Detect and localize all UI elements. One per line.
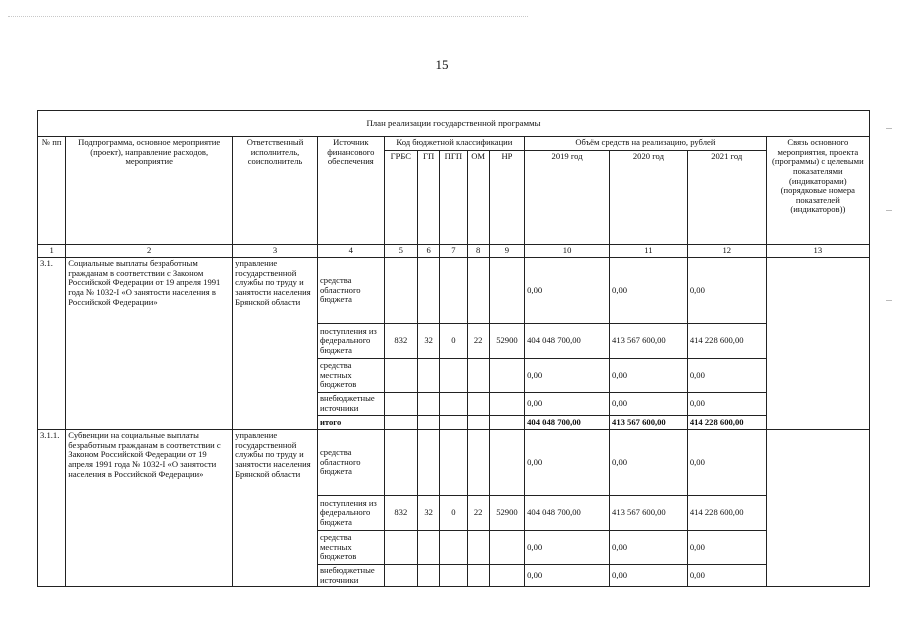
code-om xyxy=(467,393,489,416)
code-gp xyxy=(418,393,440,416)
column-number: 5 xyxy=(384,245,417,258)
responsible-executor: управление государственной службы по труду и занятости населения Брянской области xyxy=(233,258,318,430)
code-om xyxy=(467,565,489,587)
plan-table-container xyxy=(37,110,870,598)
page-number: 15 xyxy=(435,57,449,72)
code-gp xyxy=(418,531,440,565)
code-grbs xyxy=(384,359,417,393)
amount-2019: 404 048 700,00 xyxy=(525,416,610,430)
row-number: 3.1. xyxy=(38,258,66,430)
header-num: № пп xyxy=(38,137,66,245)
amount-2021: 0,00 xyxy=(687,258,766,324)
header-volume: Объём средств на реализацию, рублей xyxy=(525,137,767,151)
header-np: НР xyxy=(489,151,524,245)
header-pgp: ПГП xyxy=(440,151,467,245)
amount-2021: 414 228 600,00 xyxy=(687,496,766,531)
code-grbs xyxy=(384,531,417,565)
code-grbs xyxy=(384,416,417,430)
amount-2021: 0,00 xyxy=(687,531,766,565)
header-2021: 2021 год xyxy=(687,151,766,245)
header-2019: 2019 год xyxy=(525,151,610,245)
amount-2021: 0,00 xyxy=(687,393,766,416)
funding-source: внебюджетные источники xyxy=(317,565,384,587)
header-name: Подпрограмма, основное мероприятие (проект), направление расходов, мероприятие xyxy=(66,137,233,245)
funding-source: средства областного бюджета xyxy=(317,430,384,496)
responsible-executor: управление государственной службы по труду и занятости населения Брянской области xyxy=(233,430,318,587)
code-grbs: 832 xyxy=(384,496,417,531)
amount-2020: 413 567 600,00 xyxy=(610,496,688,531)
code-gp xyxy=(418,359,440,393)
code-gp xyxy=(418,430,440,496)
code-np xyxy=(489,393,524,416)
code-np xyxy=(489,359,524,393)
amount-2020: 0,00 xyxy=(610,359,688,393)
header-gp: ГП xyxy=(418,151,440,245)
amount-2021: 0,00 xyxy=(687,359,766,393)
amount-2019: 404 048 700,00 xyxy=(525,324,610,359)
margin-mark xyxy=(886,128,892,129)
amount-2020: 0,00 xyxy=(610,565,688,587)
measure-name: Социальные выплаты безработным гражданам в соответствии с Законом Российской Федерации от 19 апреля 1991 года № 1032-I «О занятости населения в Российской Федерации» xyxy=(66,258,233,430)
indicator-link xyxy=(766,430,869,587)
code-gp xyxy=(418,258,440,324)
plan-table xyxy=(37,110,870,587)
code-om xyxy=(467,430,489,496)
code-gp xyxy=(418,565,440,587)
margin-mark xyxy=(886,210,892,211)
code-grbs xyxy=(384,430,417,496)
amount-2019: 0,00 xyxy=(525,359,610,393)
code-np xyxy=(489,565,524,587)
header-link: Связь основного мероприятия, проекта (программы) с целевыми показателями (индикаторами) (порядковые номера показателей (индикаторов)) xyxy=(766,137,869,245)
code-pgp xyxy=(440,565,467,587)
column-number: 12 xyxy=(687,245,766,258)
code-pgp xyxy=(440,430,467,496)
header-grbs: ГРБС xyxy=(384,151,417,245)
table-row xyxy=(38,430,870,496)
code-om xyxy=(467,359,489,393)
code-gp: 32 xyxy=(418,324,440,359)
amount-2019: 0,00 xyxy=(525,430,610,496)
code-np xyxy=(489,416,524,430)
amount-2019: 0,00 xyxy=(525,565,610,587)
funding-source: средства местных бюджетов xyxy=(317,359,384,393)
code-np xyxy=(489,258,524,324)
scan-artifact-line xyxy=(8,16,528,17)
code-pgp xyxy=(440,393,467,416)
code-grbs xyxy=(384,258,417,324)
column-number: 9 xyxy=(489,245,524,258)
header-budget-code: Код бюджетной классификации xyxy=(384,137,524,151)
row-number: 3.1.1. xyxy=(38,430,66,587)
margin-mark xyxy=(886,300,892,301)
code-np xyxy=(489,430,524,496)
amount-2021: 0,00 xyxy=(687,430,766,496)
table-title: План реализации государственной программы xyxy=(38,111,870,137)
code-pgp: 0 xyxy=(440,324,467,359)
code-pgp xyxy=(440,359,467,393)
amount-2019: 0,00 xyxy=(525,393,610,416)
code-om: 22 xyxy=(467,324,489,359)
amount-2020: 0,00 xyxy=(610,393,688,416)
code-np: 52900 xyxy=(489,324,524,359)
funding-source: поступления из федерального бюджета xyxy=(317,496,384,531)
column-number: 11 xyxy=(610,245,688,258)
code-om: 22 xyxy=(467,496,489,531)
funding-source: итого xyxy=(317,416,384,430)
amount-2021: 414 228 600,00 xyxy=(687,416,766,430)
amount-2019: 0,00 xyxy=(525,258,610,324)
code-om xyxy=(467,258,489,324)
amount-2020: 413 567 600,00 xyxy=(610,416,688,430)
code-grbs: 832 xyxy=(384,324,417,359)
header-source: Источник финансового обеспечения xyxy=(317,137,384,245)
code-pgp xyxy=(440,531,467,565)
table-row xyxy=(38,258,870,324)
code-gp xyxy=(418,416,440,430)
amount-2021: 0,00 xyxy=(687,565,766,587)
code-gp: 32 xyxy=(418,496,440,531)
code-np xyxy=(489,531,524,565)
amount-2021: 414 228 600,00 xyxy=(687,324,766,359)
column-numbers-row xyxy=(38,245,870,258)
column-number: 8 xyxy=(467,245,489,258)
header-om: ОМ xyxy=(467,151,489,245)
measure-name: Субвенции на социальные выплаты безработным гражданам в соответствии с Законом Российской Федерации от 19 апреля 1991 года № 1032-I «О занятости населения в Российской Федерации» xyxy=(66,430,233,587)
amount-2019: 0,00 xyxy=(525,531,610,565)
column-number: 1 xyxy=(38,245,66,258)
funding-source: поступления из федерального бюджета xyxy=(317,324,384,359)
code-grbs xyxy=(384,393,417,416)
amount-2020: 0,00 xyxy=(610,430,688,496)
column-number: 13 xyxy=(766,245,869,258)
column-number: 3 xyxy=(233,245,318,258)
header-executor: Ответственный исполнитель, соисполнитель xyxy=(233,137,318,245)
amount-2020: 0,00 xyxy=(610,258,688,324)
column-number: 6 xyxy=(418,245,440,258)
code-pgp xyxy=(440,416,467,430)
code-pgp: 0 xyxy=(440,496,467,531)
code-grbs xyxy=(384,565,417,587)
code-om xyxy=(467,416,489,430)
column-number: 7 xyxy=(440,245,467,258)
funding-source: средства местных бюджетов xyxy=(317,531,384,565)
indicator-link xyxy=(766,258,869,430)
code-om xyxy=(467,531,489,565)
column-number: 2 xyxy=(66,245,233,258)
amount-2020: 0,00 xyxy=(610,531,688,565)
header-2020: 2020 год xyxy=(610,151,688,245)
code-np: 52900 xyxy=(489,496,524,531)
code-pgp xyxy=(440,258,467,324)
column-number: 4 xyxy=(317,245,384,258)
funding-source: внебюджетные источники xyxy=(317,393,384,416)
amount-2019: 404 048 700,00 xyxy=(525,496,610,531)
amount-2020: 413 567 600,00 xyxy=(610,324,688,359)
funding-source: средства областного бюджета xyxy=(317,258,384,324)
column-number: 10 xyxy=(525,245,610,258)
